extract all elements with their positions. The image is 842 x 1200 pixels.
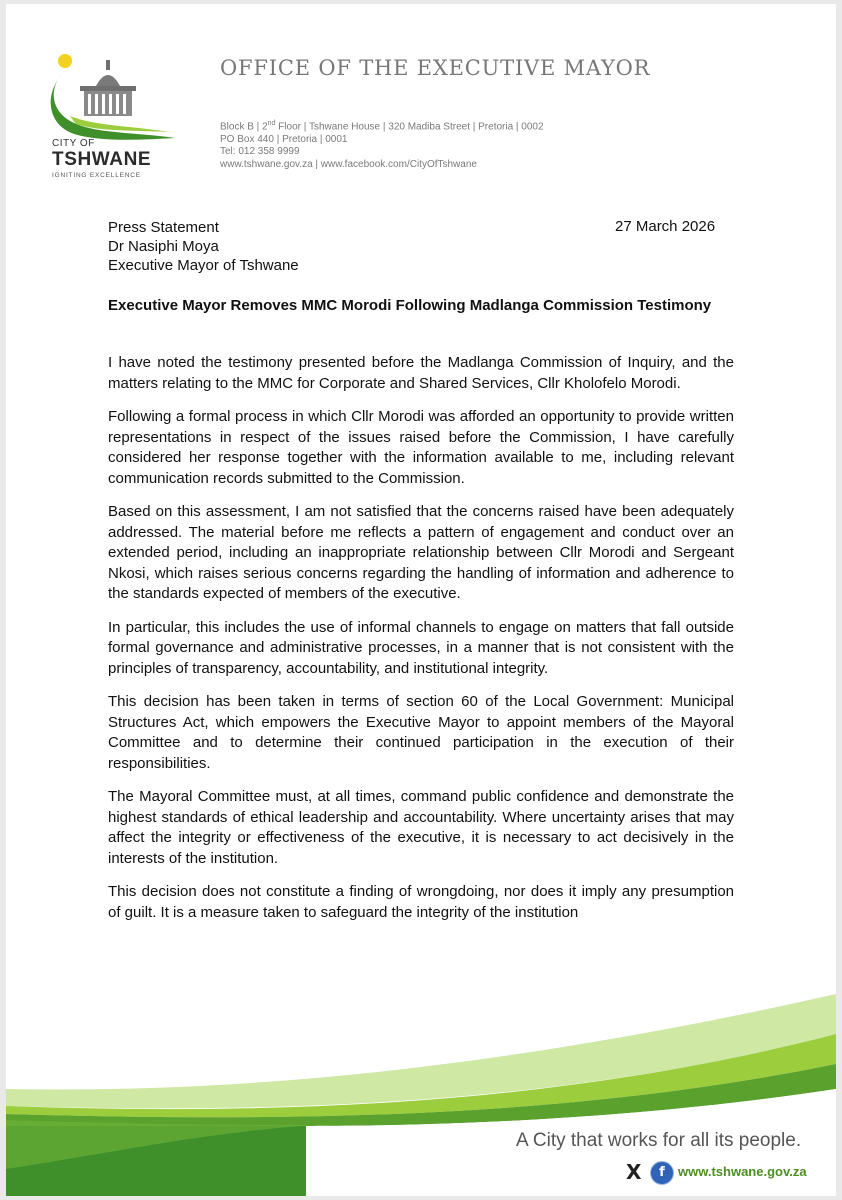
statement-meta [108, 218, 299, 275]
letterhead [6, 4, 836, 194]
office-title: OFFICE OF THE EXECUTIVE MAYOR [220, 56, 651, 80]
address-line-1: Block B | 2nd Floor | Tshwane House | 320 Madiba Street | Pretoria | 0002 [220, 120, 544, 133]
footer-slogan: A City that works for all its people. [516, 1130, 802, 1151]
address-block [220, 118, 544, 171]
paragraph: I have noted the testimony presented before the Madlanga Commission of Inquiry, and the matters relating to the MMC for Corporate and Shared Services, Cllr Kholofelo Morodi. [108, 354, 734, 392]
paragraph: Following a formal process in which Cllr Morodi was afforded an opportunity to provide written representations in respect of the issues raised before the Commission, I have carefully considered her response together with the information available to me, including relevant communication records submitted to the Commission. [108, 408, 734, 487]
x-twitter-icon[interactable]: X [626, 1160, 642, 1184]
statement-type: Press Statement [108, 219, 219, 236]
city-of-tshwane-logo [40, 50, 180, 185]
statement-date: 27 March 2026 [615, 218, 716, 235]
address-line-4: www.tshwane.gov.za | www.facebook.com/CityOfTshwane [220, 158, 477, 170]
address-line-3: Tel: 012 358 9999 [220, 146, 300, 158]
footer-website-link[interactable]: www.tshwane.gov.za [678, 1164, 807, 1179]
statement-body [108, 353, 734, 936]
paragraph: The Mayoral Committee must, at all times, command public confidence and demonstrate the highest standards of ethical leadership and accountability. Where uncertainty arises that may affect the integrity or effectiveness of the executive, it is necessary to act decisively in the interests of the institution. [108, 788, 734, 867]
address-line-2: PO Box 440 | Pretoria | 0001 [220, 133, 348, 145]
logo-city-of: CITY OF [52, 138, 95, 149]
paragraph: Based on this assessment, I am not satisfied that the concerns raised have been adequately addressed. The material before me reflects a pattern of engagement and conduct over an extended period, including an inappropriate relationship between Cllr Morodi and Sergeant Nkosi, which raises serious concerns regarding the handling of information and adherence to the standards expected of members of the executive. [108, 503, 734, 602]
paragraph: This decision does not constitute a finding of wrongdoing, nor does it imply any presumption of guilt. It is a measure taken to safeguard the integrity of the institution [108, 883, 734, 921]
paragraph: This decision has been taken in terms of section 60 of the Local Government: Municipal Structures Act, which empowers the Executive Mayor to appoint members of the Mayoral Committee and to determine their continued participation in the execution of their responsibilities. [108, 693, 734, 772]
logo-tshwane: TSHWANE [52, 149, 152, 170]
statement-author: Dr Nasiphi Moya [108, 238, 219, 255]
logo-tagline: IGNITING EXCELLENCE [52, 172, 141, 179]
statement-role: Executive Mayor of Tshwane [108, 257, 299, 274]
tshwane-house-emblem-icon [40, 50, 180, 145]
facebook-icon[interactable]: f [650, 1161, 674, 1185]
paragraph: In particular, this includes the use of informal channels to engage on matters that fall outside formal governance and administrative processes, in a manner that is not consistent with the principles of transparency, accountability, and institutional integrity. [108, 618, 734, 677]
document-page [6, 4, 836, 1196]
statement-headline: Executive Mayor Removes MMC Morodi Following Madlanga Commission Testimony [108, 297, 712, 314]
